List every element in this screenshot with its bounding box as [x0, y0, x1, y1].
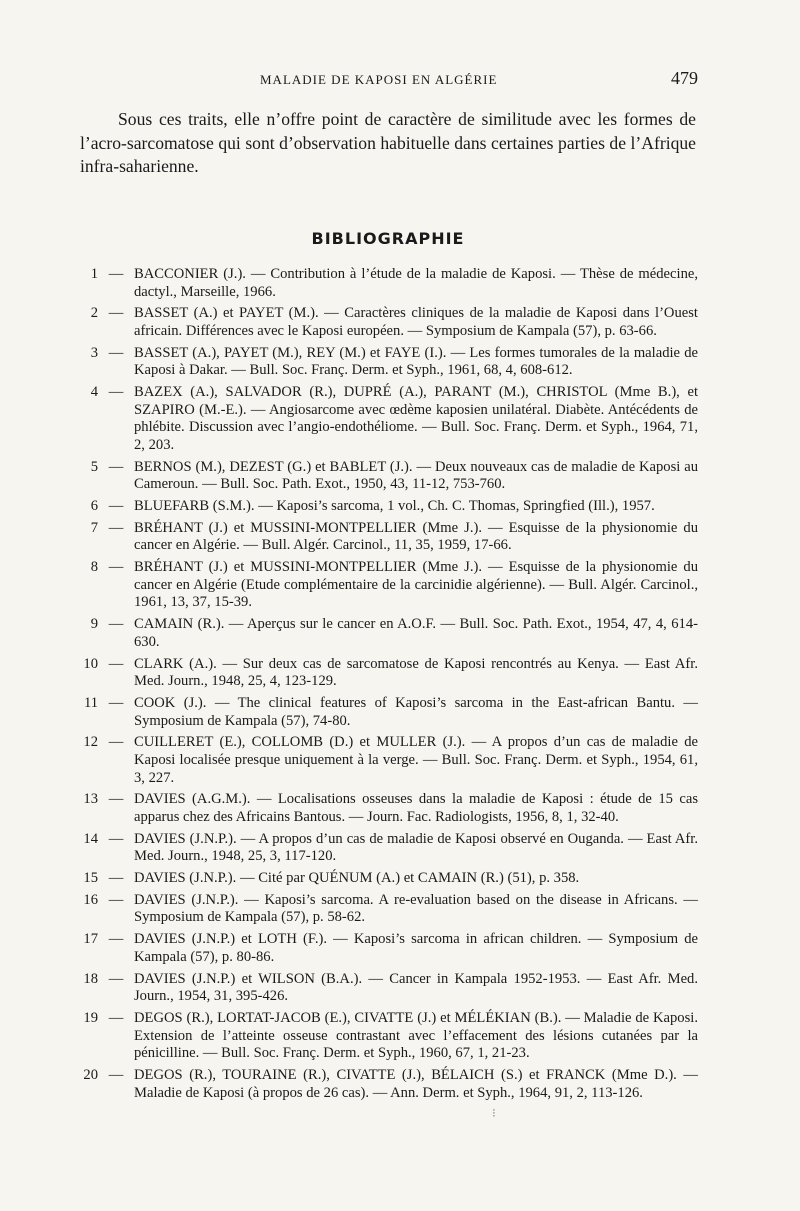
entry-text: CLARK (A.). — Sur deux cas de sarcomatose de Kaposi rencontrés au Kenya. — East Afr. Med. Journ., 1948, 25, 4, 123-129.	[134, 655, 698, 690]
entry-text: BAZEX (A.), SALVADOR (R.), DUPRÉ (A.), PARANT (M.), CHRISTOL (Mme B.), et SZAPIRO (M.-E.). — Angiosarcome avec œdème kaposien unilatéral. Diabète. Antécédents de phlébite. Discussion avec l’angio-endothéliome. — Bull. Soc. Franç. Derm. et Syph., 1964, 71, 2, 203.	[134, 384, 698, 453]
entry-number: 8	[90, 559, 98, 576]
entry-dash: —	[108, 830, 124, 847]
running-header	[80, 70, 700, 92]
entry-text: CUILLERET (E.), COLLOMB (D.) et MULLER (J.). — A propos d’un cas de maladie de Kaposi localisée presque uniquement à la verge. — Bull. Soc. Franç. Derm. et Syph., 1954, 61, 3, 227.	[134, 734, 698, 786]
entry-text: DAVIES (J.N.P.). — Kaposi’s sarcoma. A re-evaluation based on the disease in Africans. — Symposium de Kampala (57), p. 58-62.	[134, 891, 698, 926]
entry-text: DEGOS (R.), LORTAT-JACOB (E.), CIVATTE (J.) et MÉLÉKIAN (B.). — Maladie de Kaposi. Extension de l’atteinte osseuse contrastant avec l’effacement des lésions cutanées par la pénicilline. — Bull. Soc. Franç. Derm. et Syph., 1960, 67, 1, 21-23.	[134, 1009, 698, 1062]
entry-text: BACCONIER (J.). — Contribution à l’étude de la maladie de Kaposi. — Thèse de médecine, dactyl., Marseille, 1966.	[134, 266, 698, 300]
bibliography-entry	[78, 931, 698, 966]
entry-number: 4	[90, 384, 98, 401]
paper-speck: ⁝	[492, 1106, 496, 1120]
bibliography-entry	[78, 345, 698, 380]
entry-text: DAVIES (J.N.P.). — Cité par QUÉNUM (A.) et CAMAIN (R.) (51), p. 358.	[134, 870, 580, 887]
entry-number: 13	[83, 791, 98, 808]
entry-dash: —	[108, 305, 124, 322]
entry-text: COOK (J.). — The clinical features of Kaposi’s sarcoma in the East-african Bantu. — Symposium de Kampala (57), 74-80.	[134, 694, 698, 729]
bibliography-entry	[78, 971, 698, 1006]
bibliography-entry	[78, 892, 698, 927]
bibliography-entry	[78, 266, 698, 301]
bibliography-entry	[78, 695, 698, 730]
entry-text: BERNOS (M.), DEZEST (G.) et BABLET (J.). — Deux nouveaux cas de maladie de Kaposi au Cameroun. — Bull. Soc. Path. Exot., 1950, 43, 11-12, 753-760.	[134, 458, 698, 493]
entry-text: DAVIES (J.N.P.) et WILSON (B.A.). — Cancer in Kampala 1952-1953. — East Afr. Med. Journ., 1954, 31, 395-426.	[134, 970, 698, 1005]
bibliography-entry	[78, 831, 698, 866]
entry-dash: —	[108, 694, 124, 711]
bibliography-entry	[78, 305, 698, 340]
entry-text: DEGOS (R.), TOURAINE (R.), CIVATTE (J.), BÉLAICH (S.) et FRANCK (Mme D.). — Maladie de Kaposi (à propos de 26 cas). — Ann. Derm. et Syph., 1964, 91, 2, 113-126.	[134, 1066, 698, 1101]
entry-dash: —	[108, 616, 124, 633]
entry-text: CAMAIN (R.). — Aperçus sur le cancer en A.O.F. — Bull. Soc. Path. Exot., 1954, 47, 4, 614-630.	[134, 616, 698, 650]
entry-dash: —	[108, 344, 124, 361]
bibliography-heading: BIBLIOGRAPHIE	[311, 229, 465, 248]
page-number: 479	[671, 68, 698, 88]
bibliography-entry	[78, 559, 698, 612]
entry-number: 6	[90, 498, 98, 515]
entry-dash: —	[108, 519, 124, 536]
bibliography-entry	[78, 384, 698, 454]
entry-text: BASSET (A.), PAYET (M.), REY (M.) et FAYE (I.). — Les formes tumorales de la maladie de Kaposi à Dakar. — Bull. Soc. Franç. Derm. et Syph., 1961, 68, 4, 608-612.	[134, 344, 698, 379]
entry-dash: —	[108, 1066, 124, 1083]
entry-number: 17	[83, 931, 98, 948]
entry-dash: —	[108, 655, 124, 672]
intro-paragraph: Sous ces traits, elle n’offre point de caractère de similitude avec les formes de l’acro-sarcomatose qui sont d’observation habituelle dans certaines parties de l’Afrique infra-saharienne.	[80, 109, 696, 176]
bibliography-entry	[78, 459, 698, 494]
bibliography-entry	[78, 870, 698, 888]
entry-dash: —	[108, 266, 124, 282]
entry-dash: —	[108, 559, 124, 576]
entry-dash: —	[108, 498, 124, 515]
bibliography-entry	[78, 498, 698, 516]
bibliography-entry	[78, 1067, 698, 1102]
entry-text: DAVIES (J.N.P.). — A propos d’un cas de maladie de Kaposi observé en Ouganda. — East Afr. Med. Journ., 1948, 25, 3, 117-120.	[134, 830, 698, 865]
entry-dash: —	[108, 931, 124, 948]
bibliography-entry	[78, 616, 698, 651]
entry-number: 11	[83, 694, 98, 711]
bibliography-entry	[78, 1010, 698, 1063]
entry-number: 20	[83, 1066, 98, 1083]
entry-text: DAVIES (A.G.M.). — Localisations osseuses dans la maladie de Kaposi : étude de 15 cas apparus chez des Africains Bantous. — Journ. Fac. Radiologists, 1956, 8, 1, 32-40.	[134, 791, 698, 825]
entry-number: 1	[90, 266, 98, 282]
bibliography-entry	[78, 791, 698, 826]
entry-number: 2	[90, 305, 98, 322]
bibliography-entry	[78, 656, 698, 691]
entry-dash: —	[108, 1009, 124, 1026]
entry-dash: —	[108, 870, 124, 887]
entry-text: BLUEFARB (S.M.). — Kaposi’s sarcoma, 1 vol., Ch. C. Thomas, Springfied (Ill.), 1957.	[134, 498, 655, 515]
entry-number: 18	[83, 970, 98, 987]
bibliography-list	[78, 266, 698, 1106]
entry-dash: —	[108, 458, 124, 475]
entry-dash: —	[108, 384, 124, 401]
entry-dash: —	[108, 734, 124, 751]
entry-dash: —	[108, 791, 124, 808]
entry-dash: —	[108, 970, 124, 987]
entry-number: 15	[83, 870, 98, 887]
entry-number: 7	[90, 519, 98, 536]
entry-dash: —	[108, 891, 124, 908]
entry-number: 19	[83, 1009, 98, 1026]
bibliography-entry	[78, 734, 698, 787]
running-title: MALADIE DE KAPOSI EN ALGÉRIE	[260, 72, 498, 87]
entry-number: 9	[90, 616, 98, 633]
bibliography-entry	[78, 520, 698, 555]
entry-number: 3	[90, 344, 98, 361]
entry-number: 5	[90, 458, 98, 475]
entry-number: 16	[83, 891, 98, 908]
entry-number: 14	[83, 830, 98, 847]
entry-text: BASSET (A.) et PAYET (M.). — Caractères cliniques de la maladie de Kaposi dans l’Ouest africain. Différences avec le Kaposi européen. — Symposium de Kampala (57), p. 63-66.	[134, 305, 698, 339]
entry-number: 12	[83, 734, 98, 751]
entry-number: 10	[83, 655, 98, 672]
entry-text: DAVIES (J.N.P.) et LOTH (F.). — Kaposi’s sarcoma in african children. — Symposium de Kampala (57), p. 80-86.	[134, 931, 698, 965]
entry-text: BRÉHANT (J.) et MUSSINI-MONTPELLIER (Mme J.). — Esquisse de la physionomie du cancer en Algérie. — Bull. Algér. Carcinol., 11, 35, 1959, 17-66.	[134, 519, 698, 554]
entry-text: BRÉHANT (J.) et MUSSINI-MONTPELLIER (Mme J.). — Esquisse de la physionomie du cancer en Algérie (Etude complémentaire de la carcinidie algérienne). — Bull. Algér. Carcinol., 1961, 13, 37, 15-39.	[134, 559, 698, 611]
